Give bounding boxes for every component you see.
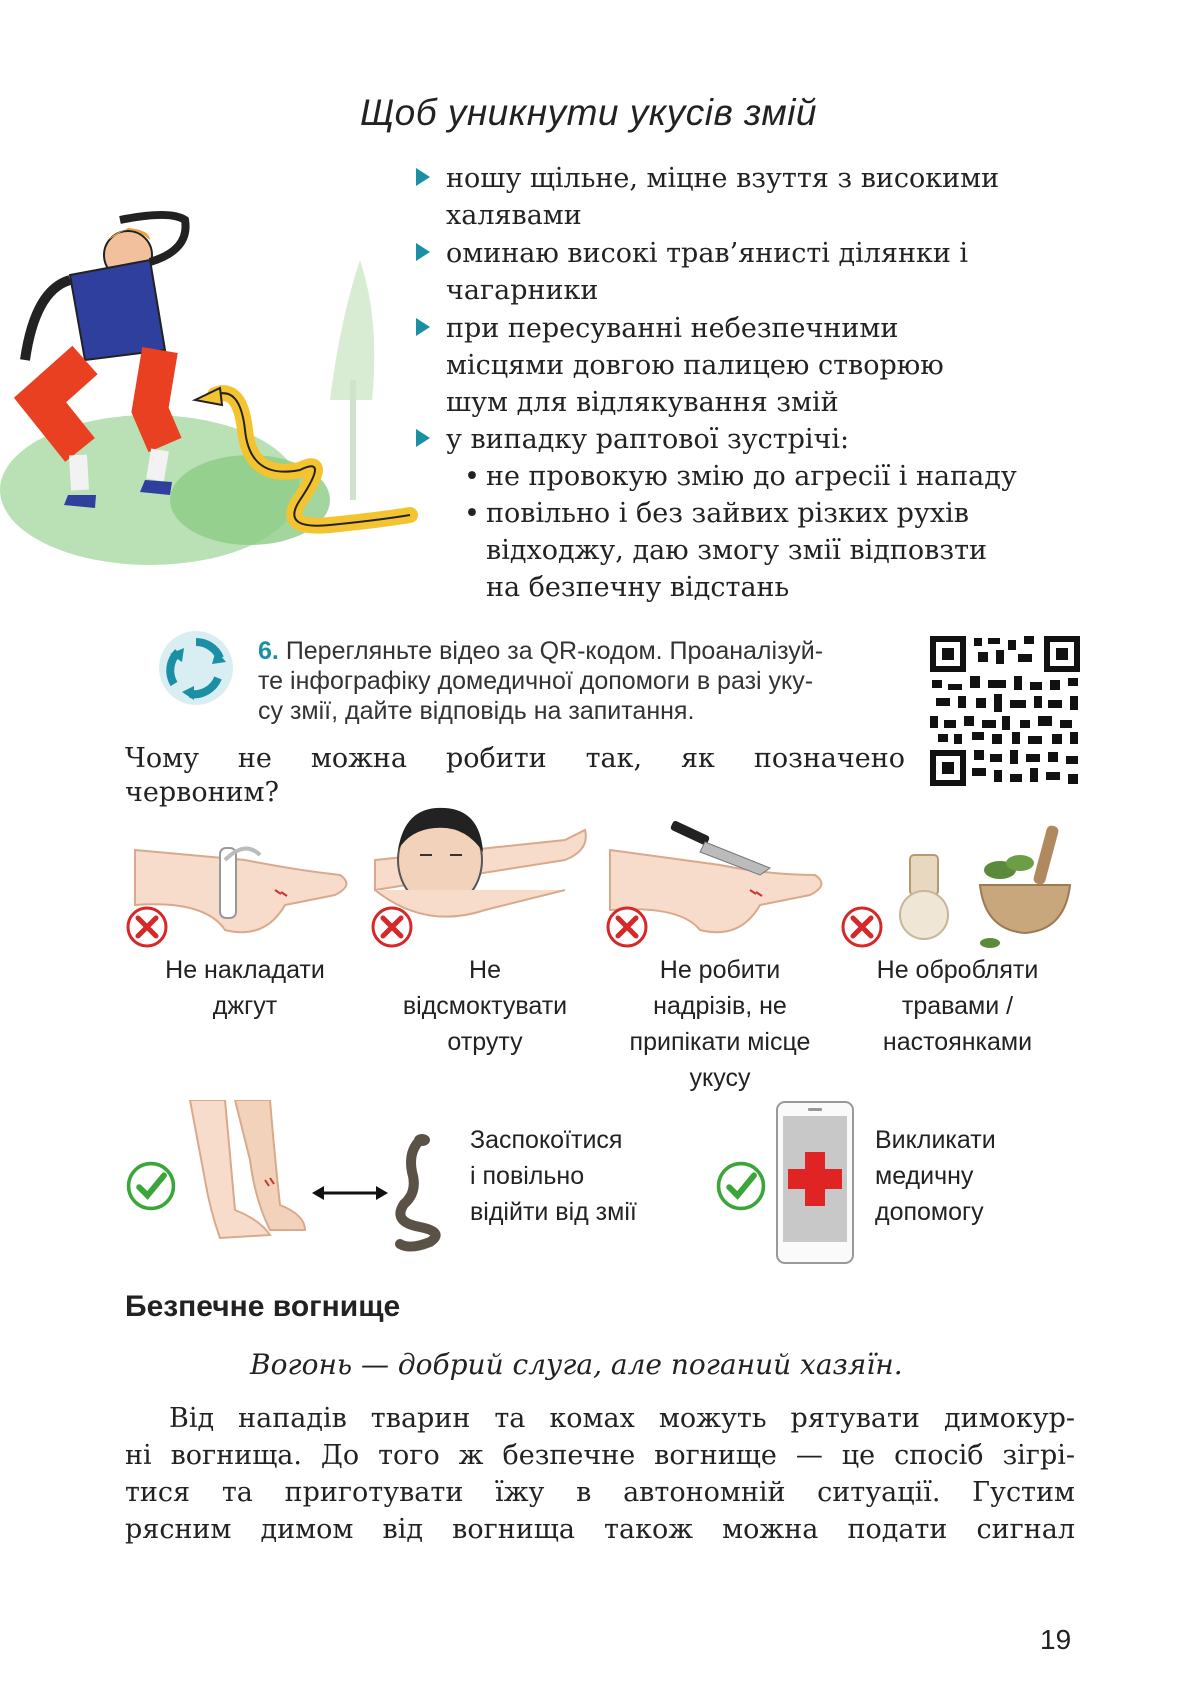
check-circle-icon (125, 1160, 177, 1212)
snake-icon (390, 1132, 450, 1252)
question-line: червоним? (125, 777, 280, 808)
bullet-triangle-icon (416, 168, 430, 186)
herbs-mortar-illustration (880, 815, 1080, 955)
bullet-item: у випадку раптової зустрічі: (446, 421, 849, 458)
bullet-triangle-icon (416, 318, 430, 336)
double-arrow-icon (312, 1185, 388, 1201)
task-text: 6. Перегляньте відео за QR-кодом. Проаналізуй- те інфографіку домедичної допомоги в разі уку- су змії, дайте відповідь на запитання. (258, 637, 824, 725)
page-heading: Щоб уникнути укусів змій (360, 92, 817, 133)
legs-walking-illustration (180, 1100, 310, 1250)
bullet-triangle-icon (416, 243, 430, 261)
check-circle-icon (715, 1160, 767, 1212)
dont-caption: Не накладати джгут (165, 956, 325, 1020)
dont-caption: Не відсмоктувати отруту (402, 956, 568, 1056)
refresh-arrows-icon (156, 628, 236, 708)
sub-bullet-item: • не провокую змію до агресії і нападу (464, 461, 1017, 492)
page-number: 19 (1040, 1624, 1072, 1655)
sub-bullet-item: • повільно і без зайвих різких рухів відходжу, даю змогу змії відповзти на безпечну відстань (464, 498, 988, 603)
body-paragraph: Від нападів тварин та комах можуть рятувати димокур- ні вогнища. До того ж безпечне вогнище — це спосіб зігрі- тися та приготувати їжу в автономній ситуації. Густим рясним димом від вогнища також можна подати сигнал (125, 1403, 1075, 1545)
do-caption: Викликати медичну допомогу (875, 1126, 996, 1226)
bullet-item: ношу щільне, міцне взуття з високими халявами (446, 160, 999, 234)
cross-circle-icon (605, 905, 649, 949)
do-caption: Заспокоїтися і повільно відійти від змії (470, 1126, 637, 1226)
section-title: Безпечне вогнище (125, 1290, 401, 1323)
epigraph: Вогонь — добрий слуга, але поганий хазяїн. (250, 1348, 903, 1381)
qr-code-icon[interactable] (930, 636, 1080, 786)
bullet-triangle-icon (416, 429, 430, 447)
man-snake-illustration (0, 200, 440, 580)
phone-icon (775, 1100, 855, 1265)
bullet-item: при пересуванні небезпечними місцями довгою палицею створюю шум для відлякування змій (446, 310, 944, 421)
dont-caption: Не обробляти травами / настоянками (876, 956, 1039, 1056)
bullet-item: оминаю високі трав’янисті ділянки і чагарники (446, 235, 968, 309)
cross-circle-icon (125, 905, 169, 949)
question-line: Чому не можна робити так, як позначено (125, 743, 905, 774)
cross-circle-icon (840, 905, 884, 949)
dont-caption: Не робити надрізів, не припікати місце укусу (629, 956, 811, 1092)
cross-circle-icon (370, 905, 414, 949)
